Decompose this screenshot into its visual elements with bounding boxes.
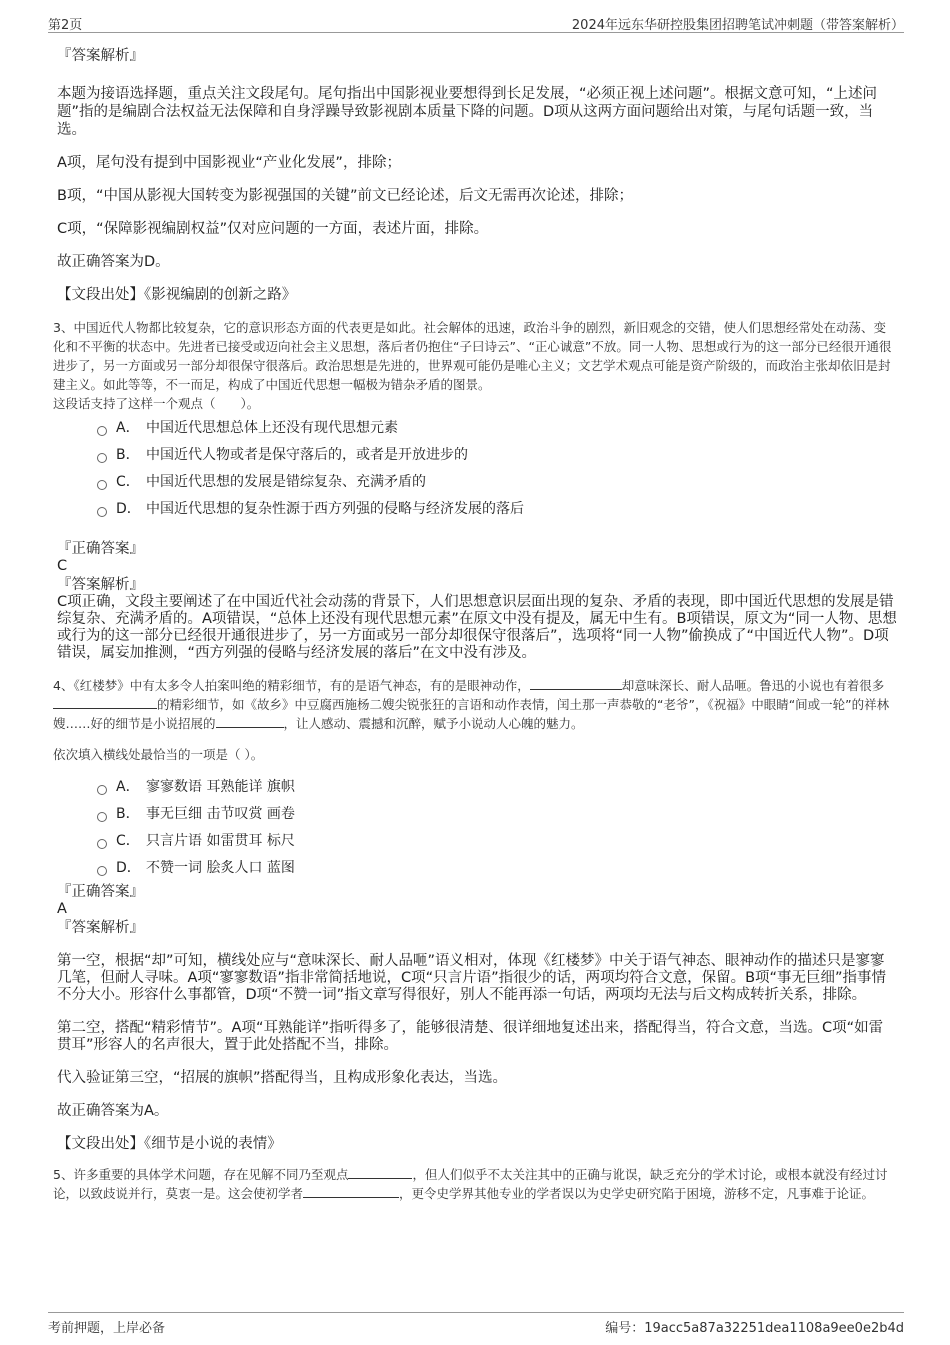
question-3-prompt: 这段话支持了这样一个观点（ ）。 [53, 396, 260, 411]
option-a[interactable]: A． 寥寥数语 耳熟能详 旗帜 [97, 774, 897, 801]
analysis-heading: 『答案解析』 [57, 577, 144, 593]
question-3-stem: 3、中国近代人物都比较复杂，它的意识形态方面的代表更是如此。社会解体的迅速，政治斗争的剧烈，新旧观念的交错，使人们思想经常处在动荡、变化和不平衡的状态中。先进者已接受或迈向社会主义思想，落后者仍抱住“子曰诗云”、“正心诚意”不放。同一人物、思想或行为的这一部分已经很开通很进步了，另一方面或另一部分却很保守很落后。政治思想是先进的，世界观可能仍是唯心主义；文艺学术观点可能是资产阶级的，而政治主张却依旧是封建主义。如此等等，不一而足，构成了中国近代思想一幅极为错杂矛盾的图景。 [53, 320, 892, 392]
radio-icon[interactable] [97, 507, 107, 517]
analysis-option-b: B项，“中国从影视大国转变为影视强国的关键”前文已经论述，后文无需再次论述，排除； [57, 188, 633, 204]
option-a[interactable]: A． 中国近代思想总体上还没有现代思想元素 [97, 415, 897, 442]
document-body [53, 44, 897, 1203]
footer-slogan: 考前押题，上岸必备 [48, 1321, 166, 1336]
correct-answer: C [57, 558, 68, 574]
option-b[interactable]: B． 事无巨细 击节叹赏 画卷 [97, 801, 897, 828]
source-citation: 【文段出处】《细节是小说的表情》 [57, 1136, 282, 1152]
radio-icon[interactable] [97, 866, 107, 876]
analysis-heading: 『答案解析』 [57, 48, 144, 64]
question-4-stem: 4、《红楼梦》中有太多令人拍案叫绝的精彩细节，有的是语气神态，有的是眼神动作， 却意味深长、耐人品咂。鲁迅的小说也有着很多的精彩细节，如《故乡》中豆腐西施杨二嫂尖锐张狂的言语和动作表情，闰土那一声恭敬的“老爷”，《祝福》中眼睛“间或一轮”的祥林嫂……好的细节是小说招展的 ，让人感动、震撼和沉醉，赋予小说动人心魄的魅力。 [53, 678, 890, 731]
analysis-paragraph: 第二空，搭配“精彩情节”。A项“耳熟能详”指听得多了，能够很清楚、很详细地复述出来，搭配得当，符合文意，当选。C项“如雷贯耳”形容人的名声很大，置于此处搭配不当，排除。 [57, 1020, 884, 1053]
option-d[interactable]: D． 中国近代思想的复杂性源于西方列强的侵略与经济发展的落后 [97, 496, 897, 523]
radio-icon[interactable] [97, 426, 107, 436]
correct-answer-heading: 『正确答案』 [57, 541, 144, 557]
question-4-prompt: 依次填入横线处最恰当的一项是（ ）。 [53, 747, 264, 762]
answer-statement: 故正确答案为A。 [57, 1103, 169, 1119]
analysis-heading: 『答案解析』 [57, 920, 144, 936]
page-footer [48, 1312, 904, 1335]
correct-answer: A [57, 901, 67, 917]
document-title: 2024年远东华研控股集团招聘笔试冲刺题（带答案解析） [571, 18, 904, 33]
option-b[interactable]: B． 中国近代人物或者是保守落后的，或者是开放进步的 [97, 442, 897, 469]
option-c[interactable]: C． 中国近代思想的发展是错综复杂、充满矛盾的 [97, 469, 897, 496]
fill-blank [303, 1185, 399, 1198]
radio-icon[interactable] [97, 453, 107, 463]
analysis-paragraph: 本题为接语选择题，重点关注文段尾句。尾句指出中国影视业要想得到长足发展，“必须正视上述问题”。根据文意可知，“上述问题”指的是编剧合法权益无法保障和自身浮躁导致影视剧本质量下降的问题。D项从这两方面问题给出对策，与尾句话题一致，当选。 [57, 86, 878, 138]
analysis-option-a: A项，尾句没有提到中国影视业“产业化发展”，排除； [57, 155, 401, 171]
radio-icon[interactable] [97, 785, 107, 795]
source-citation: 【文段出处】《影视编剧的创新之路》 [57, 287, 297, 303]
analysis-option-c: C项，“保障影视编剧权益”仅对应问题的一方面，表述片面，排除。 [57, 221, 489, 237]
document-code: 编号：19acc5a87a32251dea1108a9ee0e2b4d [605, 1321, 904, 1336]
question-3-options [57, 415, 897, 523]
answer-statement: 故正确答案为D。 [57, 254, 170, 270]
analysis-paragraph: 第一空，根据“却”可知，横线处应与“意味深长、耐人品咂”语义相对，体现《红楼梦》中关于语气神态、眼神动作的描述只是寥寥几笔，但耐人寻味。A项“寥寥数语”指非常简括地说，C项“只言片语”指很少的话，两项均符合文意，保留。B项“事无巨细”指事情不分大小。形容什么事都管，D项“不赞一词”指文章写得很好，别人不能再添一句话，两项均无法与后文构成转折关系，排除。 [57, 953, 887, 1003]
option-d[interactable]: D． 不赞一词 脍炙人口 蓝图 [97, 855, 897, 882]
analysis-paragraph: 代入验证第三空，“招展的旗帜”搭配得当，且构成形象化表达，当选。 [57, 1070, 508, 1086]
radio-icon[interactable] [97, 812, 107, 822]
option-c[interactable]: C． 只言片语 如雷贯耳 标尺 [97, 828, 897, 855]
correct-answer-heading: 『正确答案』 [57, 884, 144, 900]
fill-blank [348, 1166, 412, 1179]
analysis-paragraph: C项正确，文段主要阐述了在中国近代社会动荡的背景下，人们思想意识层面出现的复杂、矛盾的表现，即中国近代思想的发展是错综复杂、充满矛盾的。A项错误，“总体上还没有现代思想元素”在原文中没有提及，属无中生有。B项错误，原文为“同一人物、思想或行为的这一部分已经很开通很进步了，另一方面或另一部分却很保守很落后”，选项将“同一人物”偷换成了“中国近代人物”。D项错误，属妄加推测，“西方列强的侵略与经济发展的落后”在文中没有涉及。 [57, 594, 897, 661]
question-4-options [57, 774, 897, 882]
question-5-stem: 5、许多重要的具体学术问题，存在见解不同乃至观点 ，但人们似乎不太关注其中的正确与讹误，缺乏充分的学术讨论，或根本就没有经过讨论，以致歧说并行，莫衷一是。这会使初学者 ，更令史学界其他专业的学者误以为史学史研究陷于困境，游移不定，凡事难于论证。 [53, 1167, 888, 1201]
radio-icon[interactable] [97, 839, 107, 849]
fill-blank [530, 677, 622, 690]
page-number: 第2页 [48, 18, 83, 33]
radio-icon[interactable] [97, 480, 107, 490]
page-header [48, 10, 904, 33]
fill-blank [53, 696, 157, 709]
fill-blank [216, 715, 284, 728]
